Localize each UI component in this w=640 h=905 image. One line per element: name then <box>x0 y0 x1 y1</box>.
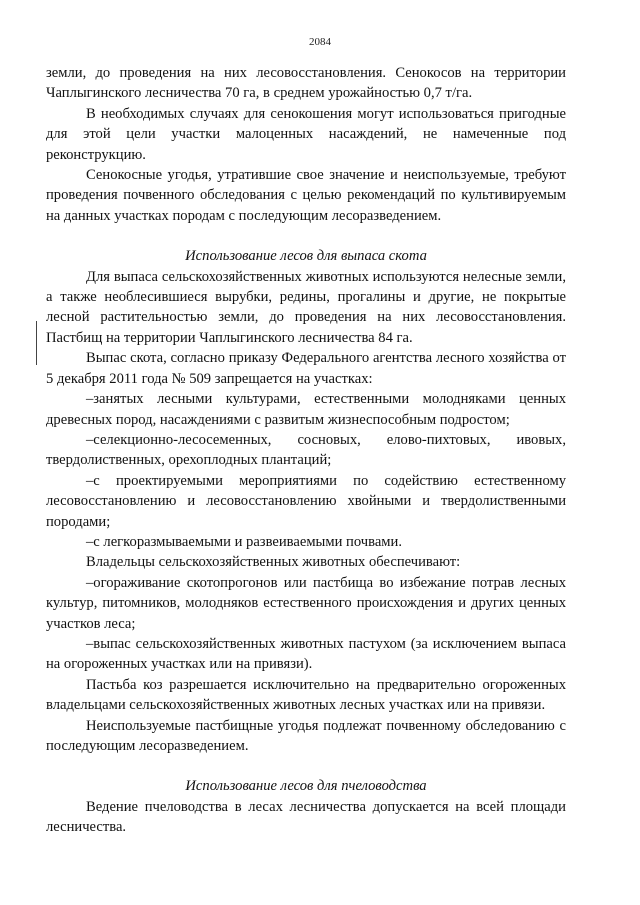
list-item: –занятых лесными культурами, естественными молодняками ценных древесных пород, насаждениями с развитым жизнеспособным подростом; <box>46 391 566 428</box>
section-heading-beekeeping: Использование лесов для пчеловодства <box>185 778 427 795</box>
list-item: –выпас сельскохозяйственных животных пастухом (за исключением выпаса на огороженных участках или на привязи). <box>46 635 566 673</box>
paragraph: Неиспользуемые пастбищные угодья подлежат почвенному обследованию с последующим лесоразведением. <box>46 717 566 754</box>
list-item: –селекционно-лесосеменных, сосновых, елово-пихтовых, ивовых, твердолиственных, орехоплодных плантаций; <box>46 431 566 469</box>
paragraph: Пастьба коз разрешается исключительно на предварительно огороженных владельцами сельскохозяйственных животных лесных участках или на привязи. <box>46 676 566 714</box>
section-heading-grazing: Использование лесов для выпаса скота <box>185 248 427 265</box>
paragraph: В необходимых случаях для сенокошения могут использоваться пригодные для этой цели участки малоценных насаждений, не намеченные под реконструкцию. <box>46 105 566 163</box>
list-item: –огораживание скотопрогонов или пастбища во избежание потрав лесных культур, питомников, молодняков естественного происхождения и других ценных участков леса; <box>46 574 566 632</box>
page-number: 2084 <box>309 36 331 48</box>
paragraph: Владельцы сельскохозяйственных животных обеспечивают: <box>86 554 461 571</box>
paragraph: Сенокосные угодья, утратившие свое значение и неиспользуемые, требуют проведения почвенного обследования с целью рекомендаций по культивируемым на данных участках породам с последующим лесоразведением. <box>46 167 566 224</box>
page-body <box>46 63 566 838</box>
paragraph: Для выпаса сельскохозяйственных животных используются нелесные земли, а также необлесившиеся вырубки, редины, прогалины и другие, не покрытые лесной растительностью земли, до проведения на них лесовосстановления. Пастбищ на территории Чаплыгинского лесничества 84 га. <box>46 268 566 346</box>
margin-mark <box>36 321 37 365</box>
list-item: –с легкоразмываемыми и развеиваемыми почвами. <box>86 533 402 550</box>
paragraph: Ведение пчеловодства в лесах лесничества допускается на всей площади лесничества. <box>46 798 566 836</box>
paragraph-continued: земли, до проведения на них лесовосстановления. Сенокосов на территории Чаплыгинского лесничества 70 га, в среднем урожайностью 0,7 т/га. <box>46 65 566 102</box>
list-item: –с проектируемыми мероприятиями по содействию естественному лесовосстановлению и лесовосстановлению хвойными и твердолиственными породами; <box>46 472 566 530</box>
paragraph: Выпас скота, согласно приказу Федерального агентства лесного хозяйства от 5 декабря 2011 года № 509 запрещается на участках: <box>46 350 566 387</box>
